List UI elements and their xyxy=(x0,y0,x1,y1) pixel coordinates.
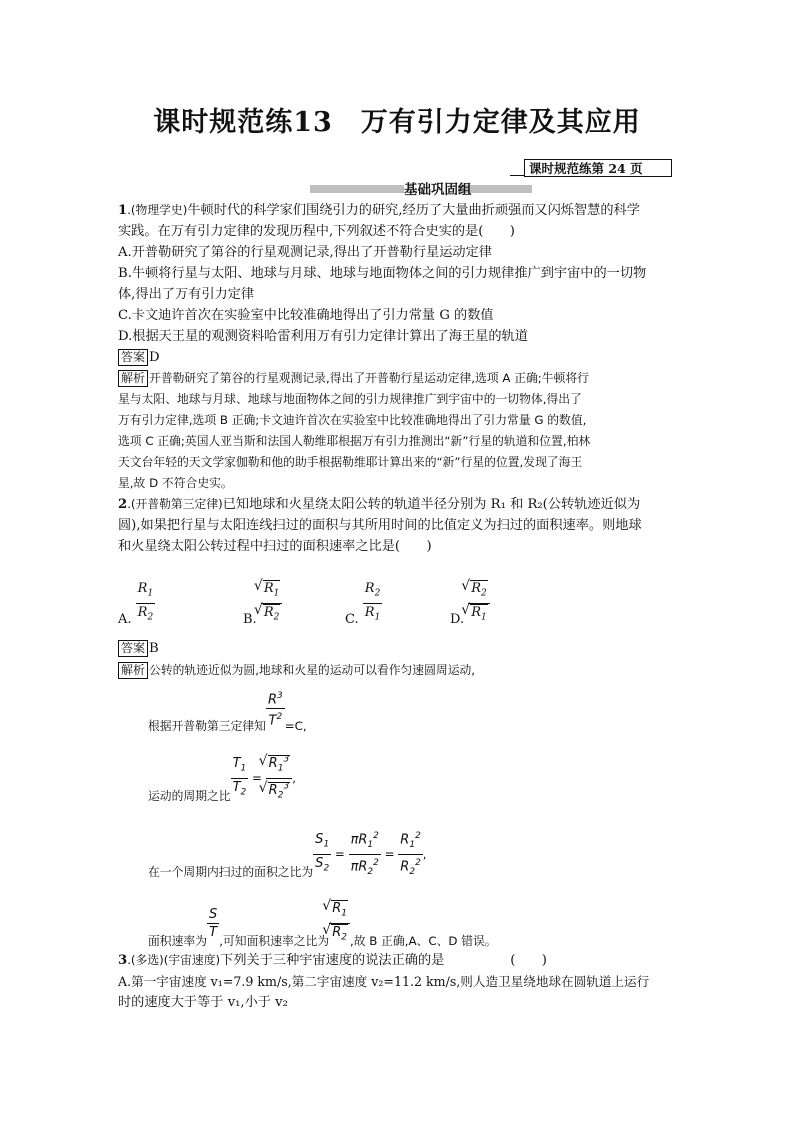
fraction-pir1-pir2: $\frac{\pi R_1^2}{\pi R_2^2}$ xyxy=(349,828,381,881)
fraction-r12-r22: $\frac{R_1^2}{R_2^2}$ xyxy=(398,828,423,881)
q1-analysis-line2: 星与太阳、地球与月球、地球与地面物体之间的引力规律推广到宇宙中的一切物体,得出了 xyxy=(118,392,582,406)
q2-analysis-period: 运动的周期之比 $\frac{T_1}{T_2}$ = √ $R_1^3$ √ $R_2^3$ , xyxy=(148,752,548,805)
analysis-label: 解析 xyxy=(118,662,148,679)
fraction-sqrt-r2-r1: √ $R_2$ √ $R_1$ xyxy=(468,580,490,626)
q1-tag: .(物理学史) xyxy=(127,203,188,217)
q3-option-a-line1: A.第一宇宙速度 v₁=7.9 km/s,第二宇宙速度 v₂=11.2 km/s,则人造卫星绕地球在圆轨道上运行 xyxy=(118,974,650,989)
q1-number: 1 xyxy=(118,203,128,218)
q1-option-b-line2: 体,得出了万有引力定律 xyxy=(118,287,255,302)
fraction-t1-t2: $\frac{T_1}{T_2}$ xyxy=(232,756,247,798)
q2-option-a: A. $\frac{R_1}{R_2}$ xyxy=(118,581,154,627)
q2-analysis-line1: 解析 公转的轨迹近似为圆,地球和火星的运动可以看作匀速圆周运动, xyxy=(118,660,678,681)
q1-analysis-line5: 天文台年轻的天文学家伽勒和他的助手根据勒维耶计算出来的“新”行星的位置,发现了海王 xyxy=(118,455,583,469)
q2-option-b: B. √ $R_1$ √ $R_2$ xyxy=(243,580,282,626)
answer-label: 答案 xyxy=(118,640,148,657)
page-title: 课时规范练13 万有引力定律及其应用 xyxy=(153,107,641,138)
fraction-r3-t2: $\frac{R^3}{T^2}$ xyxy=(266,688,285,730)
q2-stem-line1 xyxy=(118,494,678,515)
q1-answer-row xyxy=(118,347,678,368)
fraction-sqrt-r13-r23: √ $R_1^3$ √ $R_2^3$ xyxy=(266,752,293,805)
q2-stem-line2: 圆),如果把行星与太阳连线扫过的面积与其所用时间的比值定义为扫过的面积速率。则地球 xyxy=(118,518,642,533)
q1-option-b-line1: B.牛顿将行星与太阳、地球与月球、地球与地面物体之间的引力规律推广到宇宙中的一切物 xyxy=(118,266,647,281)
q1-option-c: C.卡文迪许首次在实验室中比较准确地得出了引力常量 G 的数值 xyxy=(118,308,494,323)
q2-stem-line3: 和火星绕太阳公转过程中扫过的面积速率之比是( ) xyxy=(118,539,432,554)
fraction-s1-s2: $\frac{S_1}{S_2}$ xyxy=(315,832,330,874)
q1-stem-line2: 实践。在万有引力定律的发现历程中,下列叙述不符合史实的是( ) xyxy=(118,224,515,239)
q3-stem: 3.(多选)(宇宙速度)下列关于三种宇宙速度的说法正确的是 ( ) xyxy=(118,953,547,968)
q1-answer: D xyxy=(149,350,160,365)
q2-analysis-kepler: 根据开普勒第三定律知 $\frac{R^3}{T^2}$ =C, xyxy=(148,688,548,730)
ref-underline xyxy=(510,175,524,176)
page-reference-box: 课时规范练第 24 页 xyxy=(524,159,672,177)
q3-option-a-line2: 时的速度大于等于 v₁,小于 v₂ xyxy=(118,995,288,1010)
q2-analysis-rate: 面积速率为 $\frac{S}{T}$ ,可知面积速率之比为 √ $R_1$ √ $R_2$ ,故 B 正确,A、C、D 错误。 xyxy=(148,900,608,946)
q2-tag: .(开普勒第三定律) xyxy=(127,497,223,511)
q1-stem: 牛顿时代的科学家们围绕引力的研究,经历了大量曲折顽强而又闪烁智慧的科学 xyxy=(187,203,640,218)
q1-analysis-line1: 解析 开普勒研究了第谷的行星观测记录,得出了开普勒行星运动定律,选项 A 正确;牛顿将行 xyxy=(118,368,678,389)
q1-option-a: A.开普勒研究了第谷的行星观测记录,得出了开普勒行星运动定律 xyxy=(118,245,492,260)
q1-analysis-line3: 万有引力定律,选项 B 正确;卡文迪许首次在实验室中比较准确地得出了引力常量 G 的数值, xyxy=(118,413,587,427)
analysis-label: 解析 xyxy=(118,370,148,387)
fraction-sqrt-r1-r2: √ $R_1$ √ $R_2$ xyxy=(261,580,283,626)
answer-label: 答案 xyxy=(118,349,148,366)
q2-stem: 已知地球和火星绕太阳公转的轨道半径分别为 R₁ 和 R₂(公转轨迹近似为 xyxy=(222,497,641,512)
fraction-r2-r1: $\frac{R_2}{R_1}$ xyxy=(364,581,381,623)
q1-option-d: D.根据天王星的观测资料哈雷利用万有引力定律计算出了海王星的轨道 xyxy=(118,329,528,344)
q2-answer-row xyxy=(118,638,678,659)
q2-answer: B xyxy=(149,641,159,656)
q2-option-c: C. $\frac{R_2}{R_1}$ xyxy=(345,581,381,627)
q3-tag: .(多选)(宇宙速度) xyxy=(127,953,221,967)
fraction-s-t: $\frac{S}{T}$ xyxy=(209,906,218,940)
fraction-sqrt-r1-r2-result: √ $R_1$ √ $R_2$ xyxy=(329,900,350,946)
q2-option-d: D. √ $R_2$ √ $R_1$ xyxy=(450,580,490,626)
q3-number: 3 xyxy=(118,953,128,968)
q2-analysis-area: 在一个周期内扫过的面积之比为 $\frac{S_1}{S_2}$ = $\frac{\pi R_1^2}{\pi R_2^2}$ = $\frac{R_1^2}{R_2^2}$ , xyxy=(148,828,568,881)
q1-stem-line1 xyxy=(118,200,678,221)
section-bar-left xyxy=(310,185,404,193)
section-heading: 基础巩固组 xyxy=(404,182,472,198)
q1-analysis-line4: 选项 C 正确;英国人亚当斯和法国人勒维耶根据万有引力推测出“新”行星的轨道和位置,柏林 xyxy=(118,434,591,448)
q2-number: 2 xyxy=(118,497,128,512)
q1-analysis-line6: 星,故 D 不符合史实。 xyxy=(118,476,233,490)
fraction-r1-r2: $\frac{R_1}{R_2}$ xyxy=(137,581,154,623)
